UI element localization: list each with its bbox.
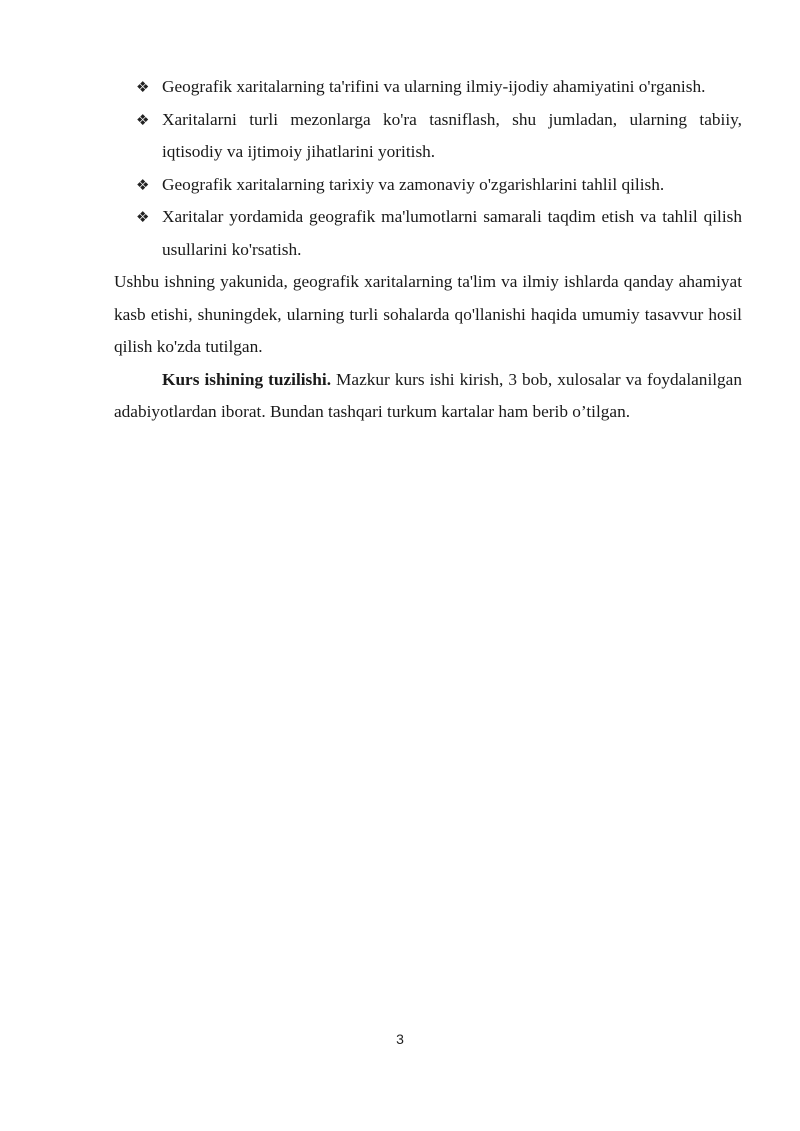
diamond-bullet-icon: ❖ xyxy=(136,208,150,226)
list-item xyxy=(114,201,742,266)
diamond-bullet-icon: ❖ xyxy=(136,110,150,129)
diamond-bullet-icon: ❖ xyxy=(136,175,150,194)
list-item-text: Geografik xaritalarning tarixiy va zamonaviy o'zgarishlarini tahlil qilish. xyxy=(162,174,665,194)
structure-heading: Kurs ishining tuzilishi. xyxy=(162,369,332,389)
list-item xyxy=(114,104,742,169)
list-item-text: Xaritalar yordamida geografik ma'lumotlarni samarali taqdim etish va tahlil qilish usullarini ko'rsatish. xyxy=(162,207,742,259)
list-item-text: Xaritalarni turli mezonlarga ko'ra tasniflash, shu jumladan, ularning tabiiy, iqtisodiy va ijtimoiy jihatlarini yoritish. xyxy=(162,109,742,161)
page-content xyxy=(114,71,742,429)
list-item xyxy=(114,169,742,202)
list-item-text: Geografik xaritalarning ta'rifini va ularning ilmiy-ijodiy ahamiyatini o'rganish. xyxy=(162,77,706,96)
structure-paragraph xyxy=(114,364,742,429)
diamond-bullet-icon: ❖ xyxy=(136,78,150,96)
conclusion-paragraph: Ushbu ishning yakunida, geografik xaritalarning ta'lim va ilmiy ishlarda qanday ahamiyat kasb etishi, shuningdek, ularning turli sohalarda qo'llanishi haqida umumiy tasavvur hosil qilish ko'zda tutilgan. xyxy=(114,272,742,356)
page-number: 3 xyxy=(396,1031,404,1047)
structure-text: Mazkur kurs ishi kirish, 3 bob, xulosalar va foydalanilgan adabiyotlardan iborat. Bundan tashqari turkum kartalar ham berib o’tilgan. xyxy=(114,369,742,421)
list-item xyxy=(114,71,742,104)
objectives-list xyxy=(114,71,742,266)
